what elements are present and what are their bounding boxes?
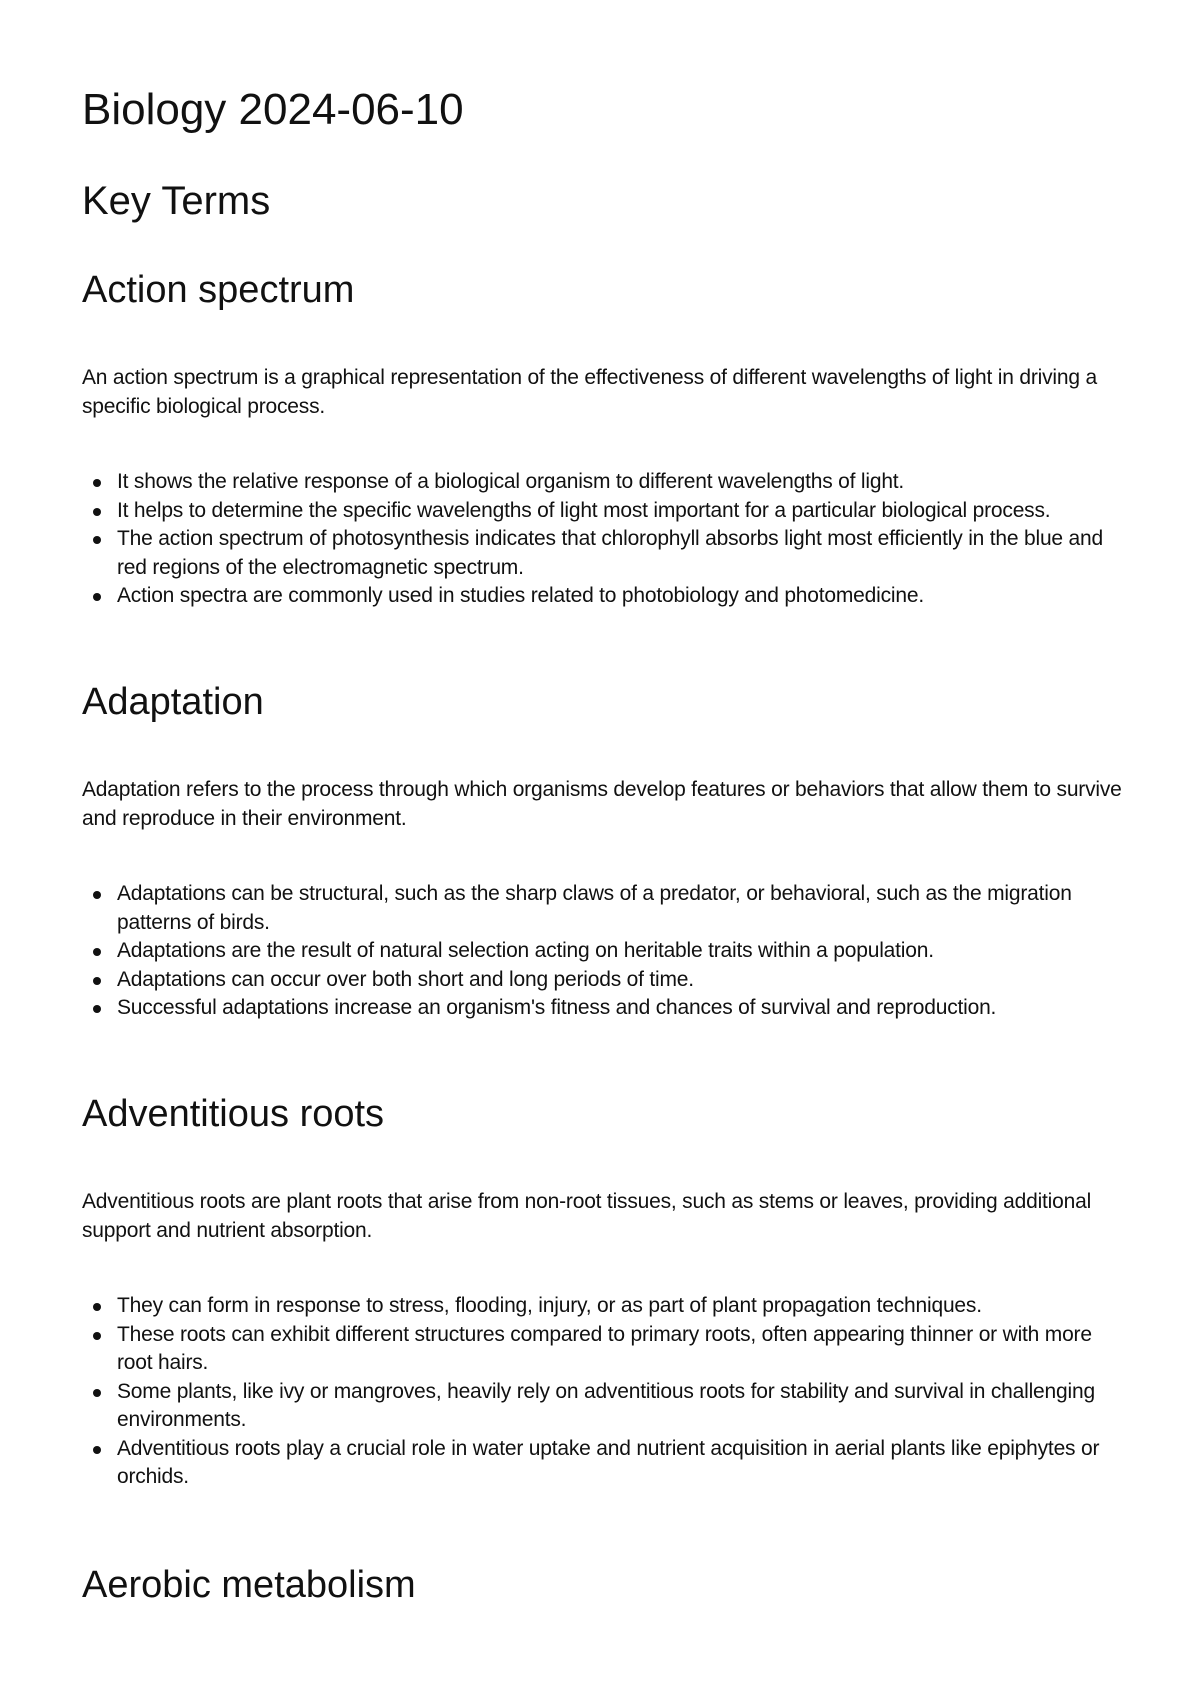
list-item-text: It shows the relative response of a biological organism to different wavelengths of light. [117,470,905,493]
bullet-icon [93,1005,101,1013]
bullet-icon [93,1303,101,1311]
list-item-text: Adventitious roots play a crucial role in water uptake and nutrient acquisition in aerial plants like epiphytes or orchids. [117,1436,1100,1488]
term-bullets-adventitious-roots [82,1292,1132,1492]
term-heading-aerobic-metabolism: Aerobic metabolism [82,1564,416,1606]
document-title: Biology 2024-06-10 [82,85,464,134]
term-definition-adaptation: Adaptation refers to the process through which organisms develop features or behaviors that allow them to survive and reproduce in their environment. [82,778,1122,830]
bullet-icon [93,593,101,601]
term-heading-action-spectrum: Action spectrum [82,269,355,311]
bullet-icon [93,1446,101,1454]
term-bullets-action-spectrum [82,468,1132,611]
bullet-icon [93,1332,101,1340]
bullet-icon [93,508,101,516]
list-item-text: Successful adaptations increase an organism's fitness and chances of survival and reproduction. [117,996,997,1019]
list-item-text: Adaptations are the result of natural selection acting on heritable traits within a population. [117,939,934,962]
bullet-icon [93,891,101,899]
term-heading-adventitious-roots: Adventitious roots [82,1093,385,1135]
list-item-text: These roots can exhibit different structures compared to primary roots, often appearing thinner or with more root hairs. [117,1322,1092,1374]
bullet-icon [93,536,101,544]
term-heading-adaptation: Adaptation [82,681,264,723]
list-item [82,966,1132,995]
list-item-text: It helps to determine the specific wavelengths of light most important for a particular biological process. [117,498,1051,522]
section-heading-key-terms: Key Terms [82,179,271,223]
term-definition-adventitious-roots: Adventitious roots are plant roots that arise from non-root tissues, such as stems or leaves, providing additional support and nutrient absorption. [82,1190,1092,1242]
list-item-text: Adaptations can occur over both short and long periods of time. [117,967,694,991]
list-item [82,1292,1132,1321]
term-bullets-adaptation [82,880,1132,1023]
list-item-text: Action spectra are commonly used in studies related to photobiology and photomedicine. [117,584,924,607]
list-item-text: They can form in response to stress, flooding, injury, or as part of plant propagation techniques. [117,1294,982,1317]
list-item-text: The action spectrum of photosynthesis indicates that chlorophyll absorbs light most efficiently in the blue and red regions of the electromagnetic spectrum. [117,527,1103,579]
list-item [82,937,1132,966]
list-item-text: Some plants, like ivy or mangroves, heavily rely on adventitious roots for stability and survival in challenging environments. [117,1379,1095,1431]
list-item [82,525,1132,582]
list-item [82,994,1132,1023]
list-item [82,497,1132,526]
list-item [82,1378,1132,1435]
bullet-icon [93,977,101,985]
term-definition-action-spectrum: An action spectrum is a graphical representation of the effectiveness of different wavelengths of light in driving a specific biological process. [82,366,1097,418]
list-item [82,1321,1132,1378]
bullet-icon [93,1389,101,1397]
list-item [82,468,1132,497]
list-item [82,1435,1132,1492]
list-item-text: Adaptations can be structural, such as the sharp claws of a predator, or behavioral, such as the migration patterns of birds. [117,882,1072,934]
list-item [82,582,1132,611]
bullet-icon [93,479,101,487]
bullet-icon [93,948,101,956]
list-item [82,880,1132,937]
